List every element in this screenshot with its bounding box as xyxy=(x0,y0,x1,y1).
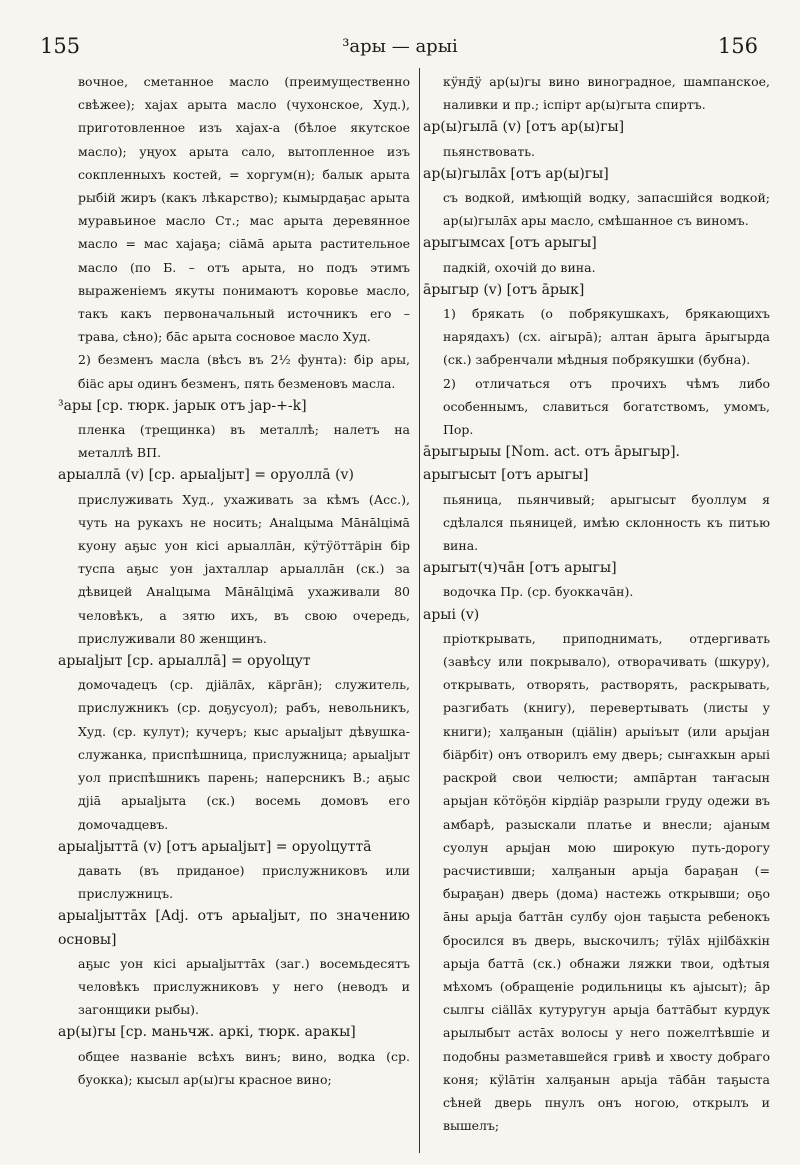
entry-headword: арыаlјыттā (v) [отъ арыаlјыт] = оруоlцуттā xyxy=(58,838,372,855)
entry-definition: пьяница, пьянчивый; арыгысыт буоллум я сдѣлался пьяницей, имѣю склонность къ питью вина. xyxy=(443,491,770,554)
entry-headword: арыаллā (v) [ср. арыаlјыт] = оруоллā (v) xyxy=(58,467,354,484)
left-column xyxy=(58,70,410,1091)
entry-headword: арыгыт(ч)чāн [отъ арыгы] xyxy=(423,560,617,577)
entry-definition: давать (въ приданое) прислужниковъ или прислужницъ. xyxy=(78,862,410,902)
entry-headword: арыаlјыт [ср. арыаллā] = оруоlцут xyxy=(58,653,311,670)
entry-headword: арыі (v) xyxy=(423,606,480,623)
entry-headword: ³ары [ср. тюрк. jарык отъ jар-+-k] xyxy=(58,397,307,414)
entry-headword: ар(ы)гы [ср. маньчж. аркі, тюрк. аракы] xyxy=(58,1024,356,1041)
entry-definition: съ водкой, имѣющій водку, запасшійся водкой; ар(ы)гылāх ары масло, смѣшанное съ виномъ. xyxy=(443,190,770,229)
entry-definition: домочадецъ (ср. дјіäлāх, кäргāн); служитель, прислужникъ (ср. доҕусуол); рабъ, невольникъ, Худ. (ср. кулут); кучеръ; кыс арыаlјыт дѣвушка-служанка, приспѣшница, прислужница; арыаlјыт уол приспѣшникъ парень; наперсникъ В.; аҕыс дјіā арыаlјыта (ск.) восемь домовъ его домочадцевъ. xyxy=(78,677,410,832)
entry-definition: прислуживать Худ., ухаживать за кѣмъ (Асс.), чуть на рукахъ не носить; Анаlцыма Мāнālцімā куону аҕыс уон кісі арыаллāн, кӱтӱöттäрін бір туспа аҕыс уон јахталлар арыаллāн (ск.) за дѣвицей Анаlцыма Мāнālцімā ухаживали 80 человѣкъ, а зятю ихъ, въ свою очередь, прислуживали 80 женщинъ. xyxy=(78,491,410,646)
entry-headword: ар(ы)гылāх [отъ ар(ы)гы] xyxy=(423,165,609,182)
entry-definition: кӱнд̄ӱ ар(ы)гы вино виноградное, шампанское, наливки и пр.; іспірт ар(ы)гыта спиртъ. xyxy=(443,74,770,113)
entry-definition: водочка Пр. (ср. буоккачāн). xyxy=(443,584,634,600)
entry-definition: 1) брякать (о побрякушкахъ, брякающихъ нарядахъ) (сх. аігырā); алтан āрыга āрыгырда (ск.) забренчали мѣдныя побрякушки (бубна). xyxy=(443,306,770,368)
entry-definition: пріоткрывать, приподнимать, отдергивать (завѣсу или покрывало), отворачивать (шкуру), открывать, отворять, растворять, раскрывать, разгибать (книгу), перевертывать (листы у книги); халҕанын (ціälін) арыіъыт (или арыјан біäрбіт) онъ отворилъ ему дверь; сыҥахкын арыі раскрой свои челюсти; ампāртан таҥасын арыјан кӧтӧҕӧн кірдіäр разрыли груду одежи въ амбарѣ, разыскали платье и внесли; аjаным суолун арыјан мою широкую путь-дорогу расчистивши; халҕанын арыја бараҕан (= быраҕан) дверь (дома) настежь открывши; оҕо āны арыја баттāн сулбу оjон таҕыста ребенокъ бросился въ дверь, выскочилъ; тӱlāх нјіlбäхкін арыја баттā (ск.) обнажи ляжки твои, одѣтыя мѣхомъ (обращеніе родильницы къ аjысыт); āр сылгы сіällāх кутуругун арыја баттāбыт курдук арылыбыт астāх волосы у него пожелтѣвшіе и подобны разметавшейся гривѣ и хвосту добраго коня; кӱlāтін халҕанын арыја тāбāн таҕыста сѣней дверь пнулъ онъ ногою, открылъ и вышелъ; xyxy=(443,630,770,1134)
entry-headword: āрыгыр (v) [отъ āрык] xyxy=(423,281,585,298)
page-number-right: 156 xyxy=(717,34,758,58)
entry-definition: общее названіе всѣхъ винъ; вино, водка (ср. буокка); кысыл ар(ы)гы красное вино; xyxy=(78,1048,410,1087)
entry-definition: падкій, охочій до вина. xyxy=(443,259,596,275)
entry-headword: āрыгырыы [Nom. act. отъ āрыгыр]. xyxy=(423,444,680,461)
entry-definition: вочное, сметанное масло (преимущественно свѣжее); хаjах арыта масло (чухонское, Худ.), приготовленное изъ хаjах-а (бѣлое якутское масло); уңуох арыта сало, вытопленное изъ сокпленныхъ костей, = хоргум(н); балык арыта рыбій жиръ (какъ лѣкарство); кымырдаҕас арыта муравьиное масло Ст.; мас арыта деревянное масло = мас хаjаҕа; сіāмā арыта растительное масло (по Б. – отъ арыта, но подъ этимъ выраженіемъ якуты понимаютъ коровье масло, такъ какъ первоначальный источникъ его – трава, сѣно); бāс арыта сосновое масло Худ. xyxy=(78,74,410,345)
page-number-left: 155 xyxy=(40,34,81,58)
entry-definition: пьянствовать. xyxy=(443,143,536,159)
column-divider xyxy=(419,68,420,1153)
entry-definition: пленка (трещинка) въ металлѣ; налетъ на металлѣ ВП. xyxy=(78,422,410,461)
entry-headword: арыгысыт [отъ арыгы] xyxy=(423,467,589,484)
page-header xyxy=(0,34,800,58)
entry-headword: арыаlјыттāх [Adj. отъ арыаlјыт, по значению основы] xyxy=(58,908,410,948)
entry-definition: 2) отличаться отъ прочихъ чѣмъ либо особеннымъ, славиться богатствомъ, умомъ, Пор. xyxy=(443,375,770,438)
right-column xyxy=(423,70,770,1137)
entry-definition: 2) безменъ масла (вѣсъ въ 2½ фунта): бір ары, біäс ары одинъ безменъ, пять безменовъ масла. xyxy=(78,352,410,391)
entry-headword: арыгымсах [отъ арыгы] xyxy=(423,235,597,252)
entry-definition: аҕыс уон кісі арыаlјыттāх (заг.) восемьдесятъ человѣкъ прислужниковъ у него (неводъ и загонщики рыбы). xyxy=(78,955,410,1018)
running-title: ³ары — арыі xyxy=(342,36,458,57)
entry-headword: ар(ы)гылā (v) [отъ ар(ы)гы] xyxy=(423,119,625,136)
